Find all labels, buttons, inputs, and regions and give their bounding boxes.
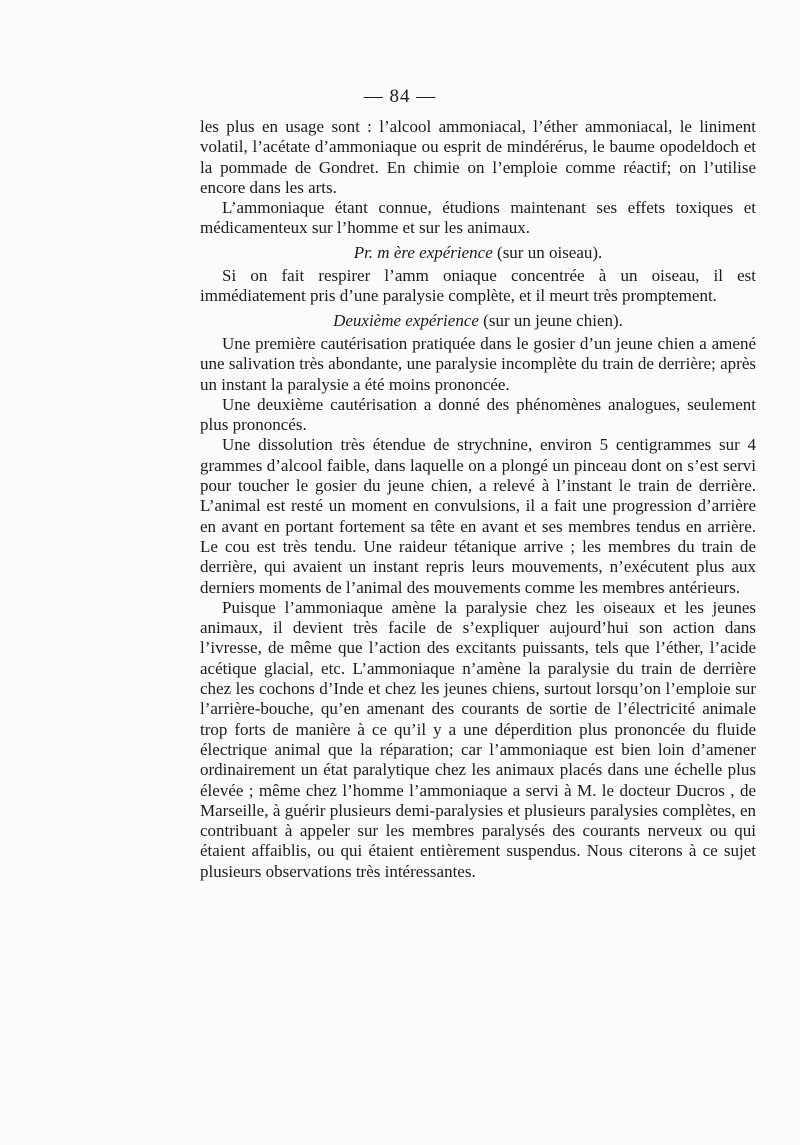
experiment-subtitle: (sur un oiseau).	[492, 242, 603, 262]
page-body	[200, 117, 756, 882]
paragraph: Une première cautérisation pratiquée dans le gosier d’un jeune chien a amené une salivation très abondante, une paralysie incomplète du train de derrière; après un instant la paralysie a été moins prononcée.	[200, 333, 756, 394]
paragraph: Une deuxième cautérisation a donné des phénomènes analogues, seulement plus prononcés.	[200, 394, 756, 435]
experiment-title: Deuxième expérience	[333, 310, 479, 330]
paragraph: les plus en usage sont : l’alcool ammoniacal, l’éther ammoniacal, le liniment volatil, l’acétate d’ammoniaque ou esprit de mindérérus, le baume opodeldoch et la pommade de Gondret. En chimie on l’emploie comme réactif; on l’utilise encore dans les arts.	[200, 117, 756, 197]
experiment-heading-1	[200, 243, 756, 263]
paragraph: Une dissolution très étendue de strychnine, environ 5 centigrammes sur 4 grammes d’alcool faible, dans laquelle on a plongé un pinceau dont on s’est servi pour toucher le gosier du jeune chien, a relevé à l’instant le train de derrière. L’animal est resté un moment en convulsions, il a fait une progression d’arrière en avant en portant fortement sa tête en avant et ses membres tendus en arrière. Le cou est très tendu. Une raideur tétanique arrive ; les membres du train de derrière, qui avaient un instant repris leurs mouvements, n’exécutent plus aux derniers moments de l’animal des mouvements comme les membres antérieurs.	[200, 435, 756, 597]
paragraph: L’ammoniaque étant connue, étudions maintenant ses effets toxiques et médicamenteux sur l’homme et sur les animaux.	[200, 198, 756, 238]
paragraph: Puisque l’ammoniaque amène la paralysie chez les oiseaux et les jeunes animaux, il devient très facile de s’expliquer aujourd’hui son action dans l’ivresse, de même que l’action des excitants puissants, tels que l’éther, l’acide acétique glacial, etc. L’ammoniaque n’amène la paralysie du train de derrière chez les cochons d’Inde et chez les jeunes chiens, surtout lorsqu’on l’emploie sur l’arrière-bouche, qu’en amenant des courants de sortie de l’électricité animale trop forts de manière à ce qu’il y a une déperdition plus prononcée du fluide électrique animal que la réparation; car l’ammoniaque est bien loin d’amener ordinairement un état paralytique chez les animaux placés dans une échelle plus élevée ; même chez l’homme l’ammoniaque a servi à M. le docteur Ducros , de Marseille, à guérir plusieurs demi-paralysies et plusieurs paralysies complètes, en contribuant à appeler sur les membres paralysés des courants nerveux ou qui étaient affaiblis, ou qui étaient entièrement suspendus. Nous citerons à ce sujet plusieurs observations très intéressantes.	[200, 597, 756, 881]
experiment-title: Pr. m ère expérience	[353, 242, 493, 262]
paragraph: Si on fait respirer l’amm oniaque concentrée à un oiseau, il est immédiatement pris d’une paralysie complète, et il meurt très promptement.	[200, 266, 756, 306]
page-number: — 84 —	[363, 86, 437, 107]
experiment-subtitle: (sur un jeune chien).	[478, 310, 623, 330]
experiment-heading-2	[200, 311, 756, 331]
